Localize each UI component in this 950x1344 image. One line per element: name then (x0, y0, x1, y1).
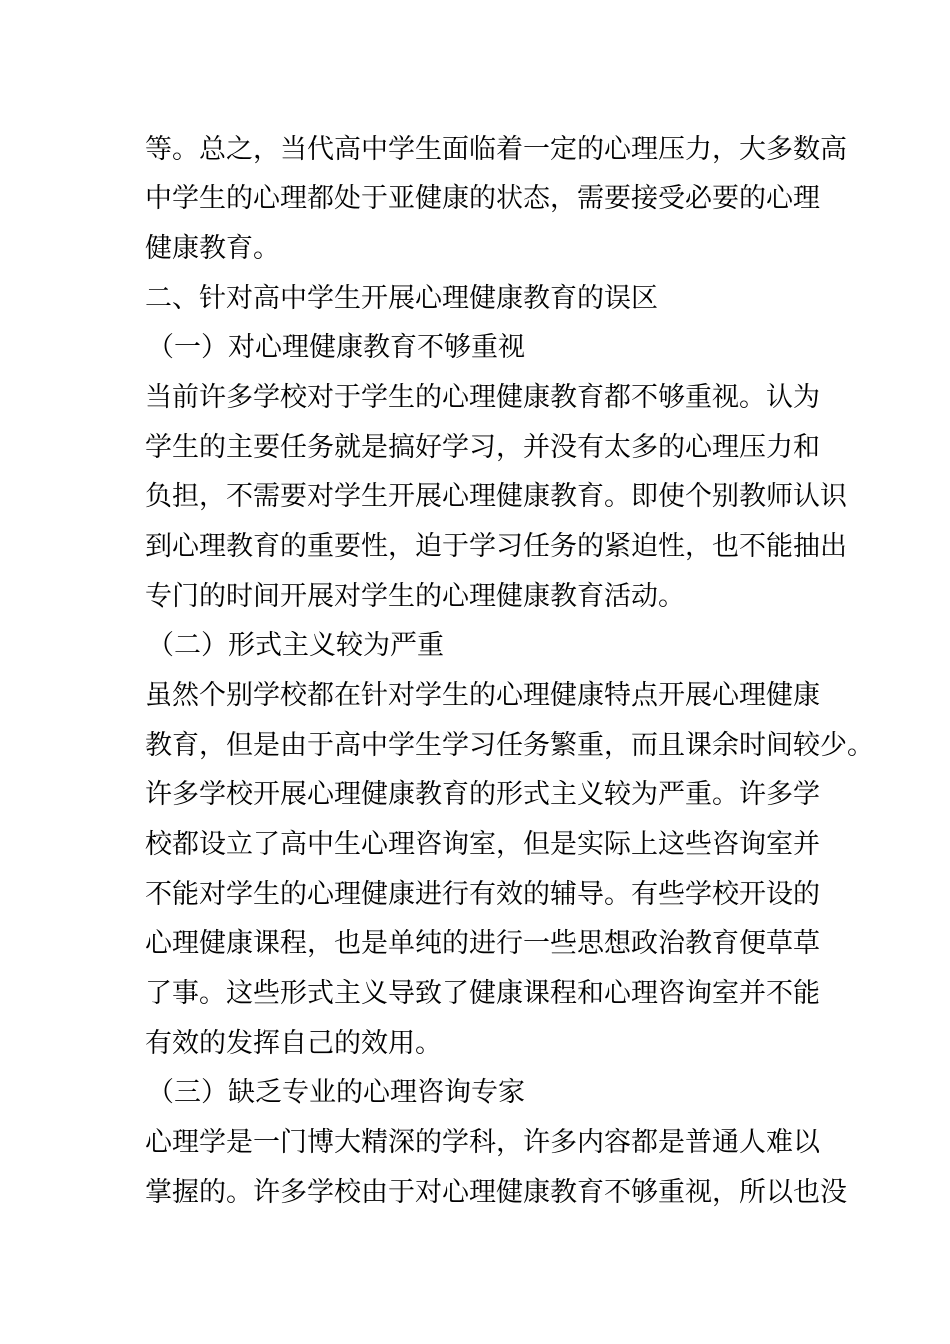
text-line: 有效的发挥自己的效用。 (145, 1028, 442, 1059)
text-line: 学生的主要任务就是搞好学习，并没有太多的心理压力和 (145, 432, 820, 463)
text-line: 专门的时间开展对学生的心理健康教育活动。 (145, 581, 685, 612)
subsection-heading: （三）缺乏专业的心理咨询专家 (147, 1077, 525, 1108)
text-line: 中学生的心理都处于亚健康的状态，需要接受必要的心理 (145, 183, 820, 214)
text-line: 了事。这些形式主义导致了健康课程和心理咨询室并不能 (145, 978, 820, 1009)
text-line: 虽然个别学校都在针对学生的心理健康特点开展心理健康 (145, 680, 820, 711)
subsection-heading: （一）对心理健康教育不够重视 (147, 332, 525, 363)
text-line: 负担，不需要对学生开展心理健康教育。即使个别教师认识 (145, 481, 847, 512)
subsection-heading: （二）形式主义较为严重 (147, 630, 444, 661)
text-line: 许多学校开展心理健康教育的形式主义较为严重。许多学 (145, 779, 820, 810)
text-line: 心理学是一门博大精深的学科，许多内容都是普通人难以 (145, 1127, 820, 1158)
text-line: 等。总之，当代高中学生面临着一定的心理压力，大多数高 (145, 134, 847, 165)
text-line: 不能对学生的心理健康进行有效的辅导。有些学校开设的 (145, 879, 820, 910)
text-line: 到心理教育的重要性，迫于学习任务的紧迫性，也不能抽出 (145, 531, 847, 562)
text-line: 掌握的。许多学校由于对心理健康教育不够重视，所以也没 (145, 1177, 847, 1208)
section-heading: 二、针对高中学生开展心理健康教育的误区 (145, 283, 658, 314)
text-line: 健康教育。 (145, 233, 280, 264)
text-line: 教育，但是由于高中学生学习任务繁重，而且课余时间较少。 (145, 730, 874, 761)
text-line: 当前许多学校对于学生的心理健康教育都不够重视。认为 (145, 382, 820, 413)
text-line: 心理健康课程，也是单纯的进行一些思想政治教育便草草 (145, 928, 820, 959)
text-line: 校都设立了高中生心理咨询室，但是实际上这些咨询室并 (145, 829, 820, 860)
